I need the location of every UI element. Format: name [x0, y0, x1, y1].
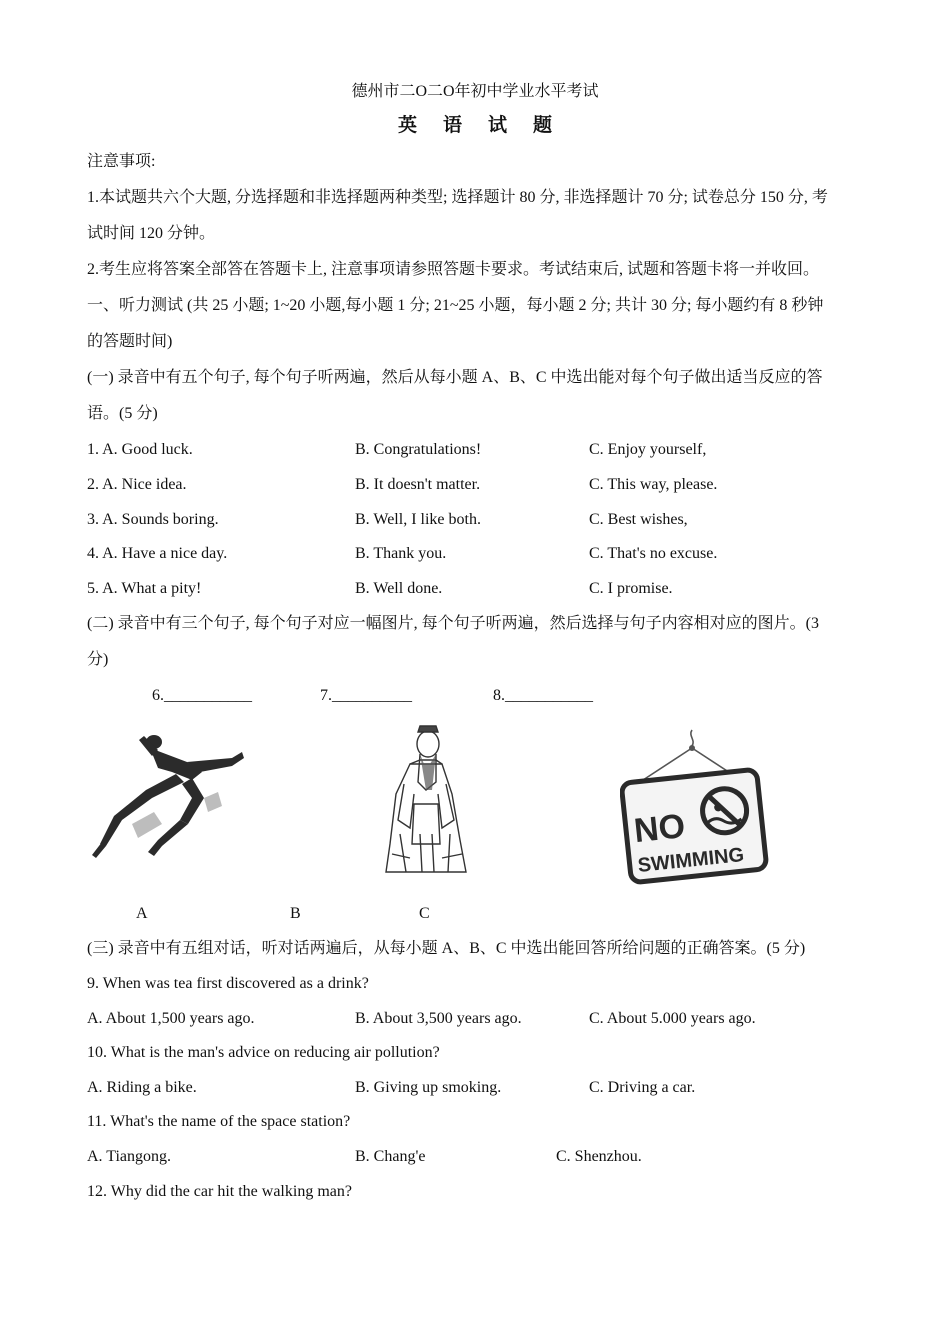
q2-option-c: C. This way, please.: [589, 476, 718, 493]
scholar-picture: [380, 724, 472, 876]
q1-option-a: 1. A. Good luck.: [87, 441, 193, 458]
part-2-instruction-line-1: (二) 录音中有三个句子, 每个句子对应一幅图片, 每个句子听两遍，然后选择与句子内容相对应的图片。(3: [87, 615, 819, 632]
q9-option-a: A. About 1,500 years ago.: [87, 1010, 255, 1027]
exam-title: 德州市二O二O年初中学业水平考试: [351, 83, 599, 100]
q3-option-a: 3. A. Sounds boring.: [87, 511, 219, 528]
q1-option-c: C. Enjoy yourself,: [589, 441, 707, 458]
q2-option-a: 2. A. Nice idea.: [87, 476, 187, 493]
q10-option-c: C. Driving a car.: [589, 1079, 696, 1096]
q3-option-c: C. Best wishes,: [589, 511, 688, 528]
q5-option-a: 5. A. What a pity!: [87, 580, 202, 597]
picture-label-b: B: [290, 905, 301, 922]
part-2-instruction-line-2: 分): [87, 651, 109, 668]
q12-stem: 12. Why did the car hit the walking man?: [87, 1183, 352, 1200]
no-swimming-sign-picture: [620, 726, 770, 886]
subject-title: 英语试题: [397, 115, 578, 136]
note-2: 2.考生应将答案全部答在答题卡上, 注意事项请参照答题卡要求。考试结束后, 试题和答题卡将一并收回。: [87, 261, 820, 278]
note-1-line-1: 1.本试题共六个大题, 分选择题和非选择题两种类型; 选择题计 80 分, 非选择题计 70 分; 试卷总分 150 分, 考: [87, 189, 828, 206]
q9-stem: 9. When was tea first discovered as a drink?: [87, 975, 369, 992]
notes-heading: 注意事项:: [87, 153, 156, 170]
q5-option-c: C. I promise.: [589, 580, 673, 597]
q5-option-b: B. Well done.: [355, 580, 443, 597]
blank-8: 8.___________: [493, 687, 593, 704]
part-1-instruction-line-2: 语。(5 分): [87, 405, 158, 422]
q4-option-a: 4. A. Have a nice day.: [87, 545, 228, 562]
runner-picture: [92, 728, 252, 863]
q2-option-b: B. It doesn't matter.: [355, 476, 481, 493]
section-1-heading-line-1: 一、听力测试 (共 25 小题; 1~20 小题,每小题 1 分; 21~25 小题，每小题 2 分; 共计 30 分; 每小题约有 8 秒钟: [87, 297, 824, 314]
sign-text-swimming: SWIMMING: [636, 843, 746, 878]
section-1-heading-line-2: 的答题时间): [87, 333, 173, 350]
part-1-instruction-line-1: (一) 录音中有五个句子, 每个句子听两遍，然后从每小题 A、B、C 中选出能对每个句子做出适当反应的答: [87, 369, 823, 386]
sign-text-no: NO: [632, 807, 687, 851]
q11-stem: 11. What's the name of the space station?: [87, 1113, 351, 1130]
q9-option-b: B. About 3,500 years ago.: [355, 1010, 522, 1027]
q9-option-c: C. About 5.000 years ago.: [589, 1010, 756, 1027]
q1-option-b: B. Congratulations!: [355, 441, 482, 458]
q10-option-b: B. Giving up smoking.: [355, 1079, 502, 1096]
blank-7: 7.__________: [320, 687, 412, 704]
q4-option-b: B. Thank you.: [355, 545, 447, 562]
note-1-line-2: 试时间 120 分钟。: [87, 225, 216, 242]
q3-option-b: B. Well, I like both.: [355, 511, 481, 528]
picture-label-c: C: [419, 905, 430, 922]
q11-option-c: C. Shenzhou.: [556, 1148, 642, 1165]
q10-stem: 10. What is the man's advice on reducing air pollution?: [87, 1044, 440, 1061]
part-3-instruction: (三) 录音中有五组对话，听对话两遍后，从每小题 A、B、C 中选出能回答所给问题的正确答案。(5 分): [87, 940, 806, 957]
q11-option-b: B. Chang'e: [355, 1148, 426, 1165]
q10-option-a: A. Riding a bike.: [87, 1079, 197, 1096]
picture-label-a: A: [136, 905, 148, 922]
q11-option-a: A. Tiangong.: [87, 1148, 172, 1165]
q4-option-c: C. That's no excuse.: [589, 545, 718, 562]
blank-6: 6.___________: [152, 687, 252, 704]
